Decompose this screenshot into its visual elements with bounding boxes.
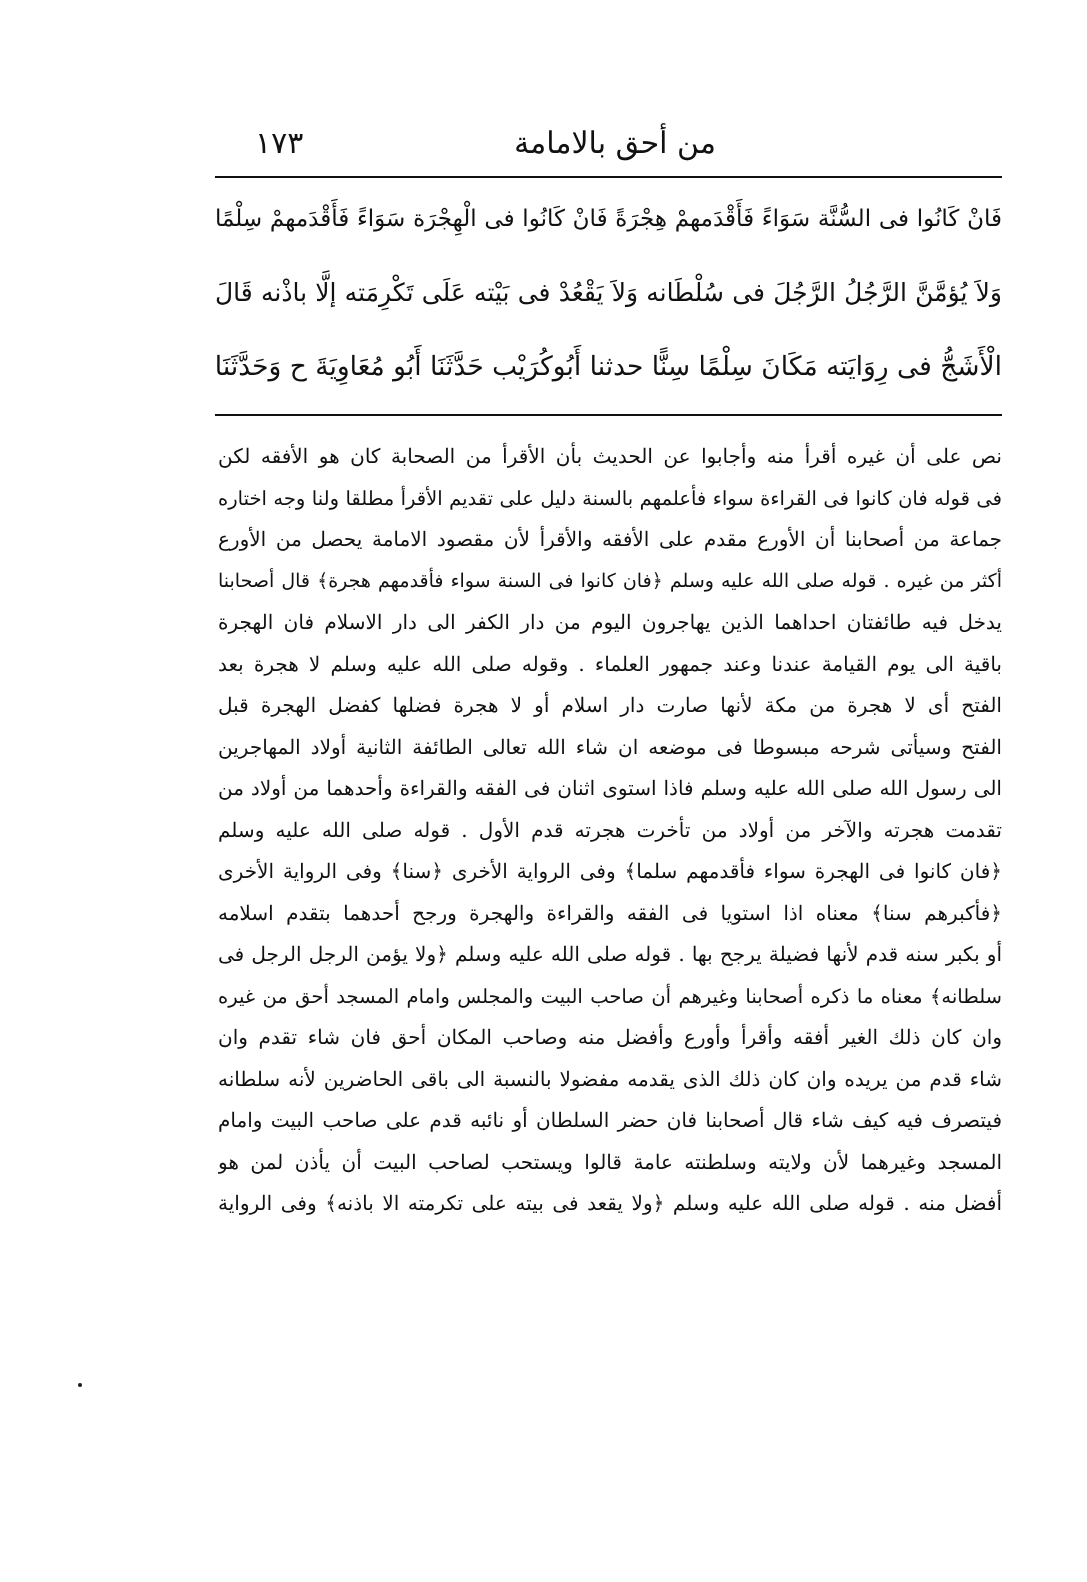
section-divider <box>215 414 1002 416</box>
page-header <box>215 122 1015 172</box>
commentary-line: أفضل منه . قوله صلى الله عليه وسلم ﴿ولا يقعد فى بيته على تكرمته الا باذنه﴾ وفى الرواية <box>218 1191 1002 1215</box>
hadith-line: وَلاَ يُؤمَّنَّ الرَّجُلُ الرَّجُلَ فى سُلْطَانه وَلاَ يَقْعُدْ فى بَيْته عَلَى تَكْرِمَته إلَّا باذْنه قَالَ <box>215 278 1002 307</box>
commentary-line: تقدمت هجرته والآخر من أولاد من تأخرت هجرته قدم الأول . قوله صلى الله عليه وسلم <box>218 817 1002 842</box>
commentary-line: باقية الى يوم القيامة عندنا وعند جمهور العلماء . وقوله صلى الله عليه وسلم لا هجرة بعد <box>218 651 1002 676</box>
commentary-line: الفتح وسيأتى شرحه مبسوطا فى موضعه ان شاء الله تعالى الطائفة الثانية أولاد المهاجرين <box>218 734 1002 759</box>
scan-speck <box>78 1383 82 1387</box>
commentary-line: يدخل فيه طائفتان احداهما الذين يهاجرون اليوم من دار الكفر الى دار الاسلام فان الهجرة <box>218 610 1002 634</box>
chapter-title: من أحق بالامامة <box>514 126 716 161</box>
header-divider <box>215 176 1002 178</box>
hadith-text <box>215 182 1002 404</box>
page-number: ١٧٣ <box>255 126 304 161</box>
hadith-line: فَانْ كَانُوا فى السُّنَّة سَوَاءً فَأَقْدَمهمْ هِجْرَةً فَانْ كَانُوا فى الْهِجْرَة سَوَاءً فَأَقْدَمهمْ سِلْمًا <box>215 206 1002 232</box>
commentary-line: أو بكبر سنه قدم لأنها فضيلة يرجح بها . قوله صلى الله عليه وسلم ﴿ولا يؤمن الرجل الرجل فى <box>218 942 1002 966</box>
commentary-line: وان كان ذلك الغير أفقه وأقرأ وأورع وأفضل منه وصاحب المكان أحق فان شاء تقدم وان <box>218 1025 1002 1049</box>
commentary-line: الفتح أى لا هجرة من مكة لأنها صارت دار اسلام أو لا هجرة فضلها كفضل الهجرة قبل <box>218 693 1002 717</box>
commentary-text <box>218 436 1002 1225</box>
commentary-line: فيتصرف فيه كيف شاء قال أصحابنا فان حضر السلطان أو نائبه قدم على صاحب البيت وامام <box>218 1108 1002 1132</box>
commentary-line: شاء قدم من يريده وان كان ذلك الذى يقدمه مفضولا بالنسبة الى باقى الحاضرين لأنه سلطانه <box>218 1066 1002 1091</box>
commentary-line: جماعة من أصحابنا أن الأورع مقدم على الأفقه والأقرأ لأن مقصود الامامة يحصل من الأورع <box>218 527 1002 551</box>
commentary-line: الى رسول الله صلى الله عليه وسلم فاذا استوى اثنان فى الفقه والقراءة وأحدهما من أولاد من <box>218 776 1002 800</box>
commentary-line: ﴿فأكبرهم سنا﴾ معناه اذا استويا فى الفقه والقراءة والهجرة ورجح أحدهما بتقدم اسلامه <box>218 900 1002 925</box>
commentary-line: أكثر من غيره . قوله صلى الله عليه وسلم ﴿فان كانوا فى السنة سواء فأقدمهم هجرة﴾ قال أصحابنا <box>218 569 1002 592</box>
commentary-line: نص على أن غيره أقرأ منه وأجابوا عن الحديث بأن الأقرأ من الصحابة كان هو الأفقه لكن <box>218 444 1002 468</box>
commentary-line: المسجد وغيرهما لأن ولايته وسلطنته عامة قالوا ويستحب لصاحب البيت أن يأذن لمن هو <box>218 1149 1002 1174</box>
commentary-line: ﴿فان كانوا فى الهجرة سواء فأقدمهم سلما﴾ وفى الرواية الأخرى ﴿سنا﴾ وفى الرواية الأخرى <box>218 859 1002 883</box>
hadith-line: الْأَشَجُّ فى رِوَايَته مَكَانَ سِلْمًا سِنًّا حدثنا أَبُوكُرَيْب حَدَّثَنَا أَبُو مُعَاوِيَةَ ح وَحَدَّثَنَا <box>215 351 1002 382</box>
commentary-line: سلطانه﴾ معناه ما ذكره أصحابنا وغيرهم أن صاحب البيت والمجلس وامام المسجد أحق من غيره <box>218 984 1002 1008</box>
commentary-line: فى قوله فان كانوا فى القراءة سواء فأعلمهم بالسنة دليل على تقديم الأقرأ مطلقا ولنا وجه اختاره <box>218 486 1002 510</box>
